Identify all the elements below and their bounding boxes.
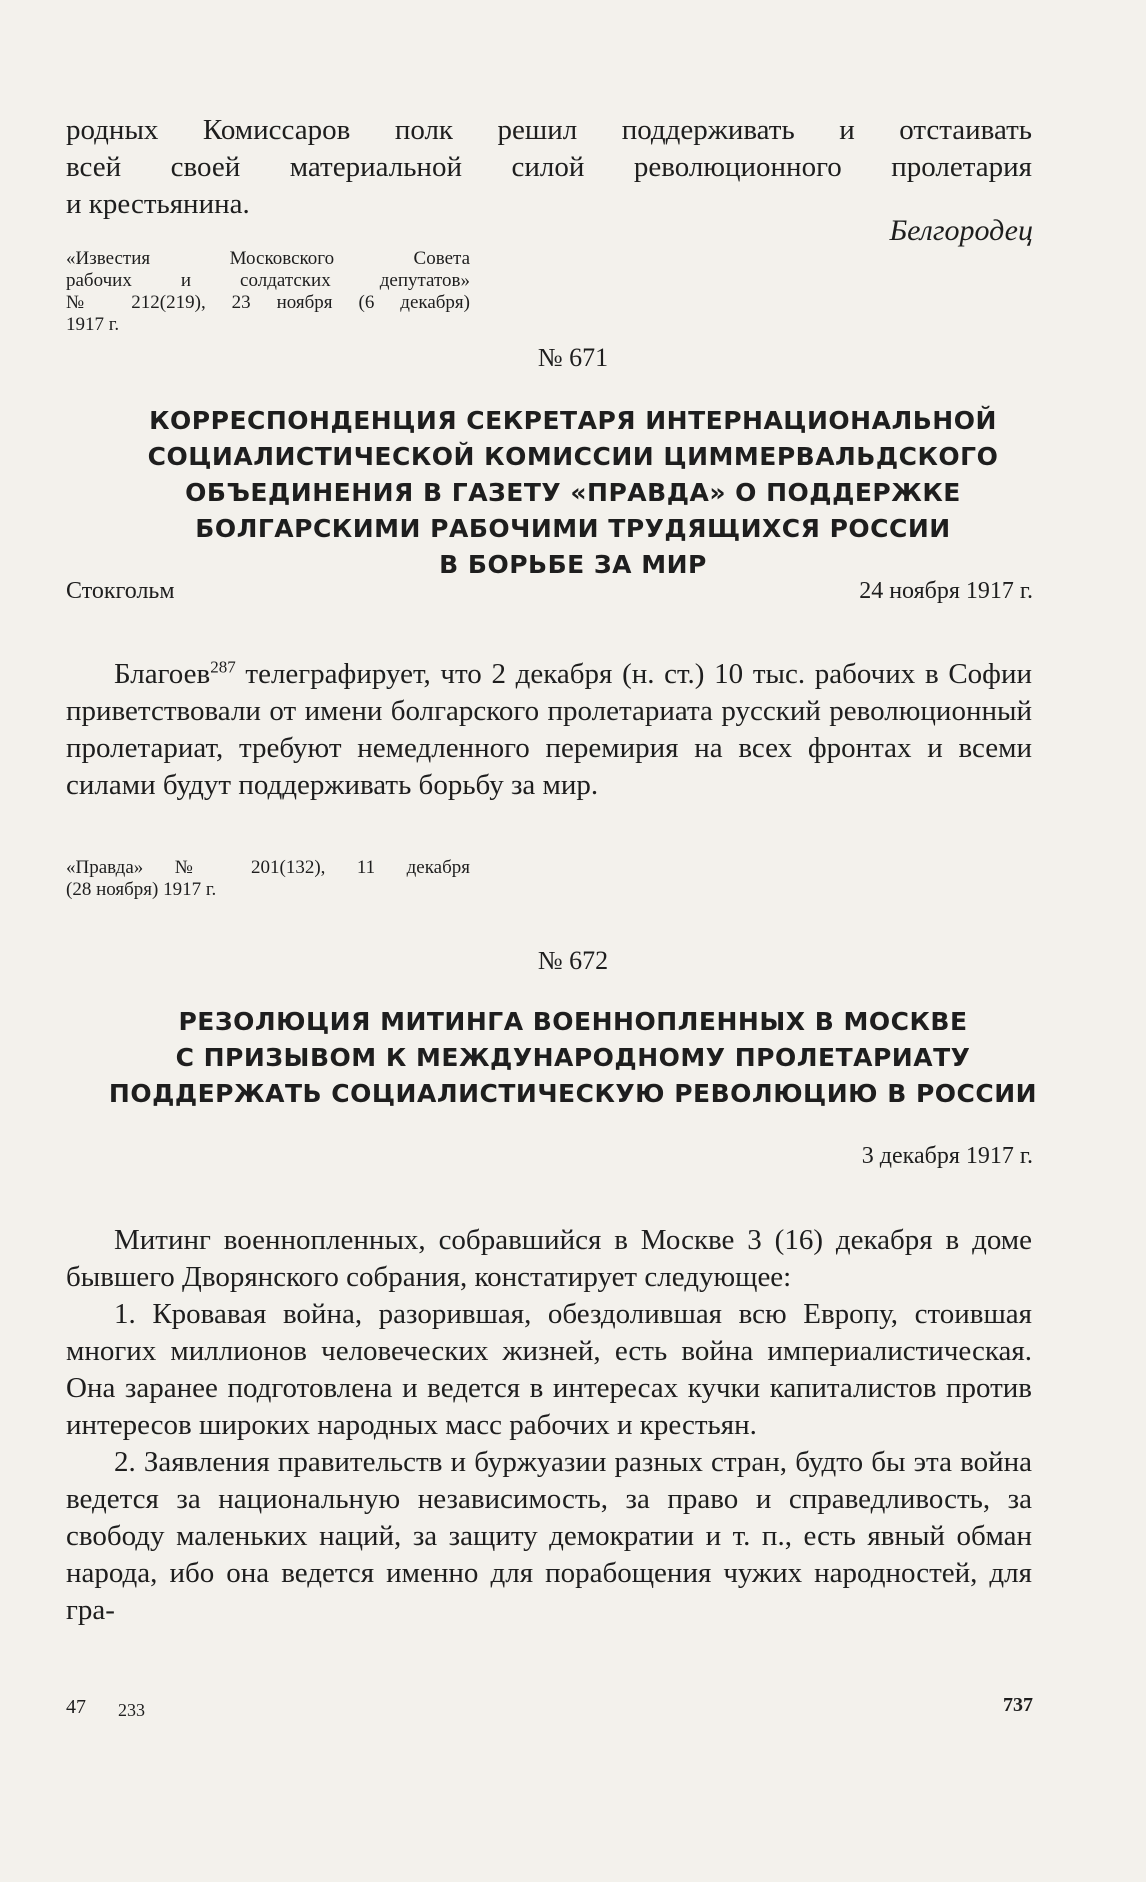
intro-source-note: [66, 248, 470, 336]
signature-mark: 47: [66, 1696, 86, 1718]
document-date: 3 декабря 1917 г.: [861, 1143, 1033, 1169]
text-fragment: Благоев: [114, 658, 211, 690]
source-line: 1917 г.: [66, 314, 120, 335]
title-line: КОРРЕСПОНДЕНЦИЯ СЕКРЕТАРЯ ИНТЕРНАЦИОНАЛЬНОЙ: [149, 406, 997, 435]
title-line: ОБЪЕДИНЕНИЯ В ГАЗЕТУ «ПРАВДА» О ПОДДЕРЖКЕ: [185, 478, 961, 507]
intro-text: [66, 112, 1032, 223]
title-line: БОЛГАРСКИМИ РАБОЧИМИ ТРУДЯЩИХСЯ РОССИИ: [195, 514, 951, 543]
paragraph: 1. Кровавая война, разорившая, обездолившая всю Европу, стоившая многих миллионов человеческих жизней, есть война империалистическая. Она заранее подготовлена и ведется в интересах кучки капиталистов против интересов широких народных масс рабочих и крестьян.: [66, 1298, 1032, 1441]
document-place: Стокгольм: [66, 578, 175, 604]
document-title: [60, 403, 1086, 583]
document-date: 24 ноября 1917 г.: [859, 578, 1033, 604]
paragraph: 2. Заявления правительств и буржуазии разных стран, будто бы эта война ведется за национальную независимость, за право и справедливость, за свободу маленьких наций, за защиту демократии и т. п., есть явный обман народа, ибо она ведется именно для порабощения чужих народностей, для гра-: [66, 1446, 1032, 1626]
intro-line: и крестьянина.: [66, 188, 250, 220]
intro-line: родных Комиссаров полк решил поддерживать и отстаивать: [66, 114, 1032, 146]
paragraph: [66, 656, 1032, 804]
title-line: С ПРИЗЫВОМ К МЕЖДУНАРОДНОМУ ПРОЛЕТАРИАТУ: [175, 1043, 971, 1072]
print-code: 233: [118, 1700, 145, 1720]
source-line: рабочих и солдатских депутатов»: [66, 270, 470, 291]
paragraph: Митинг военнопленных, собравшийся в Москве 3 (16) декабря в доме бывшего Дворянского собрания, констатирует следующее:: [66, 1224, 1032, 1293]
footnote-reference: 287: [210, 657, 236, 677]
document-text: [66, 656, 1032, 804]
document-text: [66, 1222, 1032, 1629]
source-line: «Известия Московского Совета: [66, 248, 470, 269]
intro-line: всей своей материальной силой революционного пролетария: [66, 151, 1032, 183]
doc671-source-note: [66, 857, 470, 901]
document-title: [60, 1004, 1086, 1112]
page-number: 737: [1003, 1694, 1033, 1716]
title-line: В БОРЬБЕ ЗА МИР: [439, 550, 707, 579]
document-number: № 671: [537, 343, 609, 372]
source-line: (28 ноября) 1917 г.: [66, 879, 217, 900]
title-line: ПОДДЕРЖАТЬ СОЦИАЛИСТИЧЕСКУЮ РЕВОЛЮЦИЮ В РОССИИ: [108, 1079, 1038, 1108]
source-line: «Правда» № 201(132), 11 декабря: [66, 857, 470, 878]
title-line: СОЦИАЛИСТИЧЕСКОЙ КОМИССИИ ЦИММЕРВАЛЬДСКОГО: [147, 442, 999, 471]
source-line: № 212(219), 23 ноября (6 декабря): [66, 292, 470, 313]
signature: Белгородец: [889, 214, 1033, 247]
text-fragment: телеграфирует, что 2 декабря (н. ст.) 10 тыс. рабочих в Софии приветствовали от имени болгарского пролетариата русский революционный пролетариат, требуют немедленного перемирия на всех фронтах и всеми силами будут поддерживать борьбу за мир.: [66, 658, 1032, 801]
title-line: РЕЗОЛЮЦИЯ МИТИНГА ВОЕННОПЛЕННЫХ В МОСКВЕ: [178, 1007, 968, 1036]
document-number: № 672: [537, 946, 609, 975]
